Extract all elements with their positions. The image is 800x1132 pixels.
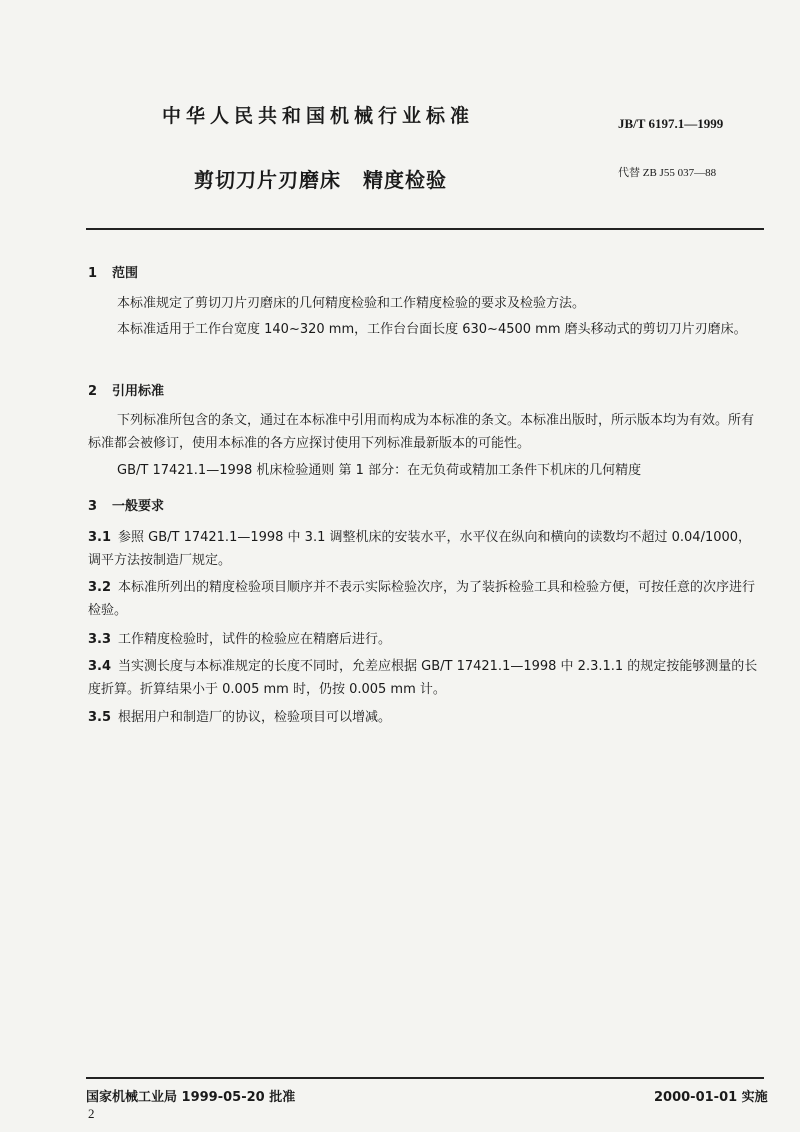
clause-3-3-text: 工作精度检验时，试件的检验应在精磨后进行。 bbox=[118, 632, 392, 647]
org-title: 中华人民共和国机械行业标准 bbox=[162, 105, 475, 127]
section-2-reference: GB/T 17421.1—1998 机床检验通则 第 1 部分：在无负荷或精加工条件下机床的几何精度 bbox=[117, 463, 642, 478]
section-1-title: 范围 bbox=[112, 266, 139, 281]
clause-3-3 bbox=[88, 628, 764, 651]
approval-line: 国家机械工业局 1999-05-20 批准 bbox=[86, 1090, 296, 1105]
clause-3-1 bbox=[88, 526, 764, 572]
standard-code: JB/T 6197.1—1999 bbox=[618, 116, 724, 131]
clause-3-2-text: 本标准所列出的精度检验项目顺序并不表示实际检验次序，为了装拆检验工具和检验方便，可按任意的次序进行检验。 bbox=[88, 580, 756, 618]
clause-3-2-number: 3.2 bbox=[88, 580, 112, 595]
header-rule bbox=[86, 228, 764, 230]
clause-3-5 bbox=[88, 706, 764, 729]
section-3-heading bbox=[88, 495, 164, 514]
section-2-title: 引用标准 bbox=[112, 384, 165, 399]
section-2-para-1: 下列标准所包含的条文，通过在本标准中引用而构成为本标准的条文。本标准出版时，所示版本均为有效。所有标准都会被修订，使用本标准的各方应探讨使用下列标准最新版本的可能性。 bbox=[88, 413, 755, 451]
clause-3-4-text: 当实测长度与本标准规定的长度不同时，允差应根据 GB/T 17421.1—1998 中 2.3.1.1 的规定按能够测量的长度折算。折算结果小于 0.005 mm 时，仍按 0.005 mm 计。 bbox=[88, 659, 758, 697]
section-3-title: 一般要求 bbox=[112, 499, 165, 514]
section-2-number: 2 bbox=[88, 384, 98, 399]
document-title bbox=[194, 164, 447, 193]
section-3-number: 3 bbox=[88, 499, 98, 514]
clause-3-1-text: 参照 GB/T 17421.1—1998 中 3.1 调整机床的安装水平，水平仪在纵向和横向的读数均不超过 0.04/1000，调平方法按制造厂规定。 bbox=[88, 530, 752, 568]
clause-3-3-number: 3.3 bbox=[88, 632, 112, 647]
replaces-note: 代替 ZB J55 037—88 bbox=[618, 167, 717, 179]
section-1-number: 1 bbox=[88, 266, 98, 281]
clause-3-1-number: 3.1 bbox=[88, 530, 112, 545]
section-2-heading bbox=[88, 380, 164, 399]
section-1-para-2: 本标准适用于工作台宽度 140~320 mm，工作台台面长度 630~4500 mm 磨头移动式的剪切刀片刃磨床。 bbox=[117, 322, 747, 337]
clause-3-2 bbox=[88, 576, 764, 622]
clause-3-4-number: 3.4 bbox=[88, 659, 112, 674]
footer-rule bbox=[86, 1077, 764, 1079]
section-1-para-1: 本标准规定了剪切刀片刃磨床的几何精度检验和工作精度检验的要求及检验方法。 bbox=[117, 296, 586, 311]
document-title-part2: 精度检验 bbox=[363, 168, 447, 192]
clause-3-5-number: 3.5 bbox=[88, 710, 112, 725]
document-title-part1: 剪切刀片刃磨床 bbox=[194, 168, 341, 192]
clause-3-4 bbox=[88, 655, 764, 701]
page-number: 2 bbox=[88, 1106, 95, 1121]
section-1-heading bbox=[88, 262, 138, 281]
effective-date: 2000-01-01 实施 bbox=[654, 1090, 768, 1105]
clause-3-5-text: 根据用户和制造厂的协议，检验项目可以增减。 bbox=[118, 710, 392, 725]
